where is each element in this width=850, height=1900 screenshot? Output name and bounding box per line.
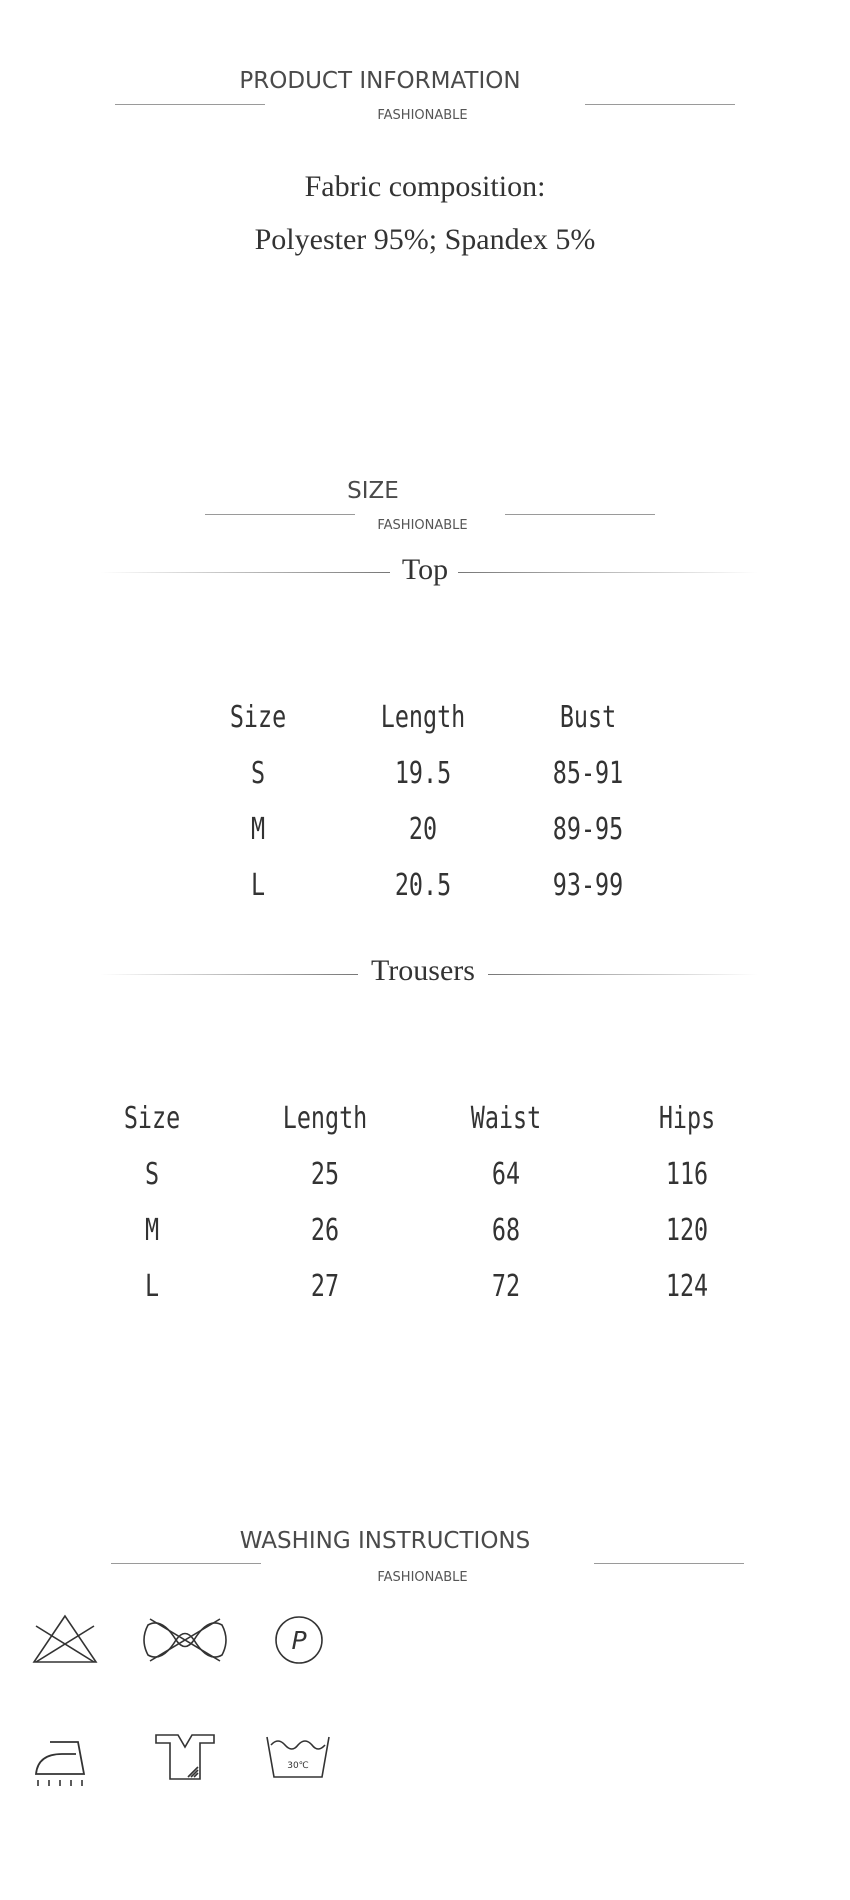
professional-dry-clean-icon bbox=[273, 1614, 325, 1666]
top-divider-left bbox=[100, 572, 390, 573]
title-line-right bbox=[505, 514, 655, 515]
composition-label: Fabric composition: bbox=[304, 170, 546, 203]
do-not-wring-icon bbox=[142, 1615, 228, 1665]
title-line-left bbox=[111, 1563, 261, 1564]
table-cell: M bbox=[144, 1213, 160, 1248]
top-label: Top bbox=[401, 553, 449, 586]
table-header: Hips bbox=[658, 1101, 716, 1136]
title-line-left bbox=[205, 514, 355, 515]
svg-text:P: P bbox=[291, 1626, 307, 1655]
table-header: Length bbox=[282, 1101, 368, 1136]
table-cell: 120 bbox=[665, 1213, 709, 1248]
table-cell: 26 bbox=[310, 1213, 340, 1248]
table-cell: M bbox=[250, 812, 266, 847]
size-title: SIZE bbox=[347, 478, 399, 504]
do-not-bleach-icon bbox=[30, 1612, 100, 1666]
washing-subtitle: FASHIONABLE bbox=[377, 1570, 468, 1585]
composition-value: Polyester 95%; Spandex 5% bbox=[254, 223, 596, 256]
table-header: Waist bbox=[470, 1101, 542, 1136]
table-cell: 25 bbox=[310, 1157, 340, 1192]
table-header: Size bbox=[229, 700, 287, 735]
title-line-right bbox=[594, 1563, 744, 1564]
table-cell: 72 bbox=[491, 1269, 521, 1304]
table-cell: L bbox=[144, 1269, 160, 1304]
table-cell: 116 bbox=[665, 1157, 709, 1192]
trousers-divider-left bbox=[100, 974, 358, 975]
table-cell: 85-91 bbox=[552, 756, 624, 791]
wash-30c-icon bbox=[265, 1733, 331, 1781]
trousers-divider-right bbox=[488, 974, 758, 975]
table-header: Bust bbox=[559, 700, 617, 735]
table-cell: 89-95 bbox=[552, 812, 624, 847]
table-cell: 93-99 bbox=[552, 868, 624, 903]
table-cell: S bbox=[250, 756, 266, 791]
washing-title: WASHING INSTRUCTIONS bbox=[239, 1528, 531, 1554]
table-header: Length bbox=[380, 700, 466, 735]
table-cell: 124 bbox=[665, 1269, 709, 1304]
drip-dry-icon bbox=[154, 1733, 216, 1783]
title-line-left bbox=[115, 104, 265, 105]
table-cell: 19.5 bbox=[394, 756, 452, 791]
title-line-right bbox=[585, 104, 735, 105]
svg-text:30℃: 30℃ bbox=[287, 1761, 309, 1771]
iron-with-steam-icon bbox=[32, 1736, 92, 1788]
table-cell: 68 bbox=[491, 1213, 521, 1248]
table-cell: 27 bbox=[310, 1269, 340, 1304]
table-header: Size bbox=[123, 1101, 181, 1136]
product-info-subtitle: FASHIONABLE bbox=[377, 108, 468, 123]
table-cell: L bbox=[250, 868, 266, 903]
product-info-title: PRODUCT INFORMATION bbox=[239, 68, 521, 94]
size-subtitle: FASHIONABLE bbox=[377, 518, 468, 533]
trousers-label: Trousers bbox=[371, 954, 475, 987]
table-cell: 64 bbox=[491, 1157, 521, 1192]
table-cell: 20.5 bbox=[394, 868, 452, 903]
table-cell: 20 bbox=[408, 812, 438, 847]
top-divider-right bbox=[458, 572, 758, 573]
table-cell: S bbox=[144, 1157, 160, 1192]
